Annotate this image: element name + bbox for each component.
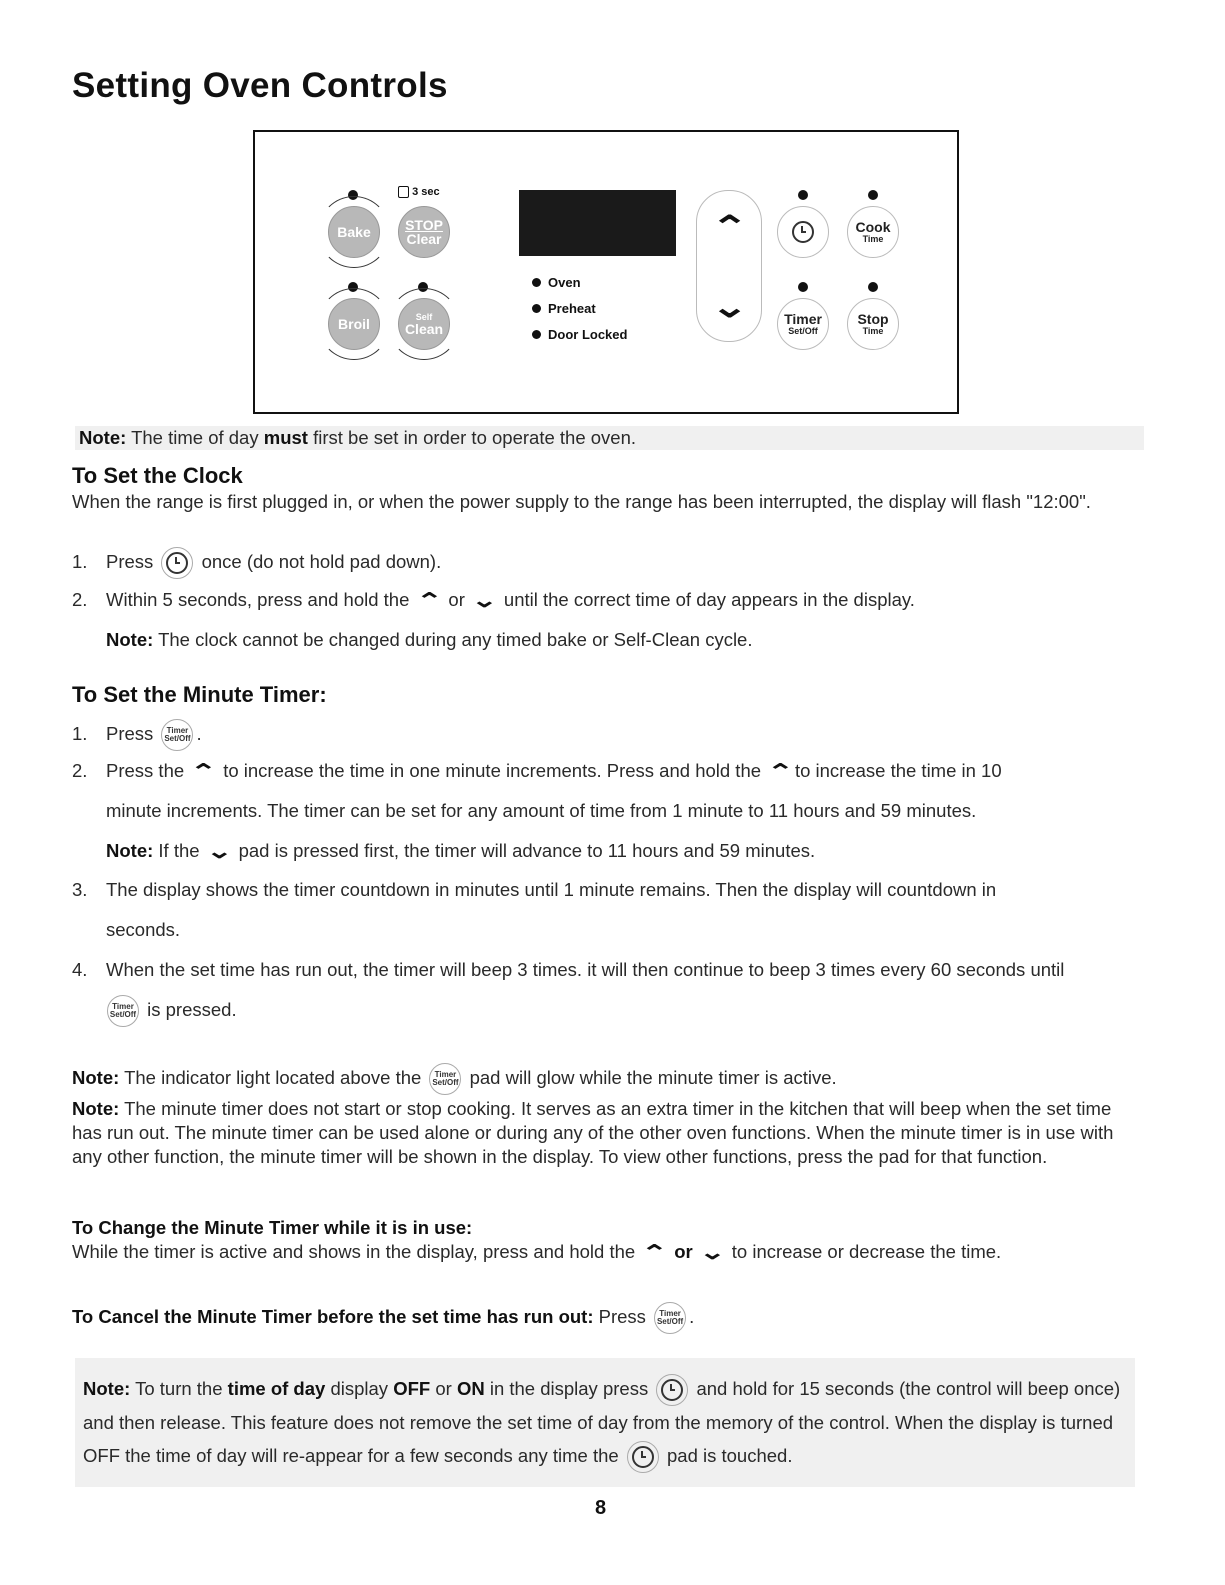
timer-step-3-cont: seconds. (106, 919, 181, 940)
timer-indicator-dot (798, 282, 808, 292)
control-panel-diagram (253, 130, 959, 414)
stop-time-indicator-dot (868, 282, 878, 292)
clock-icon (792, 221, 814, 243)
note-time-of-day (75, 426, 1144, 450)
timer-set-off-pad[interactable] (777, 298, 829, 350)
step-text: to increase or decrease the time. (731, 1241, 1002, 1262)
oven-indicator: Oven (532, 275, 581, 290)
timer-icon-top: Timer (166, 726, 189, 735)
note-text: The clock cannot be changed during any timed bake or Self-Clean cycle. (158, 629, 753, 650)
lock-time-text: 3 sec (412, 186, 440, 198)
broil-pad-label: Broil (338, 316, 370, 332)
note-text: pad will glow while the minute timer is active. (469, 1066, 837, 1088)
timer-step-2-note (106, 839, 815, 864)
step-text: or (674, 1241, 693, 1262)
timer-icon-bottom: Set/Off (109, 1010, 137, 1019)
note-text: The time of day (131, 427, 259, 448)
stop-clear-top: STOP (405, 217, 443, 233)
timer-step-4 (72, 958, 1064, 982)
step-number: 1. (72, 550, 88, 572)
down-arrow-icon: ⌄ (470, 590, 498, 613)
change-timer-heading: To Change the Minute Timer while it is in use: (72, 1217, 473, 1238)
step-text: is pressed. (147, 998, 237, 1020)
lock-icon (398, 186, 409, 198)
timer-icon-top: Timer (112, 1002, 134, 1011)
step-text: The display shows the timer countdown in minutes until 1 minute remains. Then the display will countdown in (106, 879, 997, 900)
cook-time-pad[interactable] (847, 206, 899, 258)
up-arrow-icon: ⌃ (767, 761, 794, 784)
lock-3sec-label (398, 186, 440, 198)
timer-icon-bottom: Set/Off (164, 734, 191, 743)
step-text: or (448, 589, 465, 610)
step-text: When the set time has run out, the timer will beep 3 times. it will then continue to beep 3 times every 60 seconds until (106, 959, 1065, 980)
stop-time-pad[interactable] (847, 298, 899, 350)
step-text: Within 5 seconds, press and hold the (106, 589, 410, 610)
note-label: Note: (72, 1098, 120, 1119)
stop-time-top: Stop (857, 311, 889, 327)
step-number: 1. (72, 722, 88, 744)
step-number: 3. (72, 879, 88, 900)
note-label: Note: (106, 629, 154, 650)
note-text: first be set in order to operate the oven. (313, 427, 637, 448)
timer-step-2-cont: minute increments. The timer can be set for any amount of time from 1 minute to 11 hours and 59 minutes. (106, 800, 977, 821)
clock-heading: To Set the Clock (72, 463, 243, 488)
note-text: To turn the (135, 1378, 223, 1399)
step-text: Press (106, 550, 154, 572)
door-locked-indicator: Door Locked (532, 327, 627, 342)
step-text: Press (598, 1305, 646, 1327)
cook-time-bottom: Time (862, 234, 884, 244)
clock-step-1 (72, 547, 441, 579)
stop-time-bottom: Time (862, 326, 884, 336)
clock-indicator-dot (798, 190, 808, 200)
step-text: Press the (106, 760, 185, 781)
note-text: or (435, 1378, 452, 1399)
preheat-indicator: Preheat (532, 301, 596, 316)
timer-pad-icon (654, 1302, 686, 1334)
clock-pad-icon (656, 1374, 688, 1406)
clock-step-2 (72, 588, 915, 613)
note-text: pad is touched. (667, 1445, 793, 1467)
note-text: OFF (393, 1378, 431, 1399)
up-arrow-icon: ⌃ (190, 761, 218, 784)
step-text: While the timer is active and shows in the display, press and hold the (72, 1241, 636, 1262)
clock-pad-icon (161, 547, 193, 579)
up-arrow-icon: ⌃ (641, 1242, 669, 1265)
timer-top: Timer (784, 311, 822, 327)
timer-pad-icon (429, 1063, 461, 1095)
step-number: 4. (72, 959, 88, 980)
note-must: must (263, 427, 308, 448)
timer-pad-icon (107, 995, 139, 1027)
note-text: pad is pressed first, the timer will advance to 11 hours and 59 minutes. (238, 840, 816, 861)
note-time-of-day-display (75, 1358, 1135, 1487)
self-clean-pad[interactable] (398, 298, 450, 350)
clock-pad[interactable] (777, 206, 829, 258)
stop-clear-bottom: Clear (406, 231, 442, 247)
step-text: to increase the time in one minute increments. Press and hold the (223, 760, 762, 781)
note-label: Note: (83, 1378, 131, 1399)
timer-icon-top: Timer (434, 1070, 457, 1079)
step-text: once (do not hold pad down). (201, 550, 442, 572)
step-number: 2. (72, 760, 88, 781)
note-text: If the (158, 840, 200, 861)
timer-icon-bottom: Set/Off (432, 1078, 459, 1087)
up-arrow-icon: ⌃ (415, 590, 443, 613)
note-label: Note: (79, 427, 127, 448)
note-label: Note: (106, 840, 154, 861)
clock-note (106, 628, 753, 652)
change-timer-text (72, 1240, 1001, 1265)
down-arrow-button[interactable]: ⌄ (710, 291, 749, 324)
up-arrow-button[interactable]: ⌃ (710, 211, 749, 244)
self-clean-top: Self (415, 312, 433, 322)
timer-heading: To Set the Minute Timer: (72, 682, 327, 707)
clock-intro: When the range is first plugged in, or when the power supply to the range has been interrupted, the display will flash "12:00". (72, 491, 1091, 512)
timer-step-1: 1. Press Timer Set/Off . (72, 719, 202, 751)
note-text: and hold for 15 seconds (the control will beep once) and then release. This feature does not remove the set time of day from the memory of the control. When the display is turned OFF the time of day will re-appear for a few seconds any time the (83, 1378, 1121, 1467)
note-minute-timer (72, 1097, 1132, 1169)
note-text: The indicator light located above the (124, 1066, 422, 1088)
step-text: Press (106, 722, 154, 744)
down-arrow-icon: ⌄ (698, 1242, 726, 1265)
cook-time-indicator-dot (868, 190, 878, 200)
timer-step-3 (72, 878, 996, 902)
note-text: in the display press (489, 1378, 649, 1399)
bake-pad[interactable] (328, 206, 380, 258)
cancel-heading: To Cancel the Minute Timer before the set time has run out: (72, 1305, 594, 1327)
page-title: Setting Oven Controls (72, 66, 448, 105)
down-arrow-icon: ⌄ (205, 841, 233, 864)
note-text: ON (456, 1378, 485, 1399)
step-text: to increase the time in 10 (794, 760, 1002, 781)
note-text: time of day (227, 1378, 326, 1399)
clock-pad-icon (627, 1441, 659, 1473)
note-text: The minute timer does not start or stop cooking. It serves as an extra timer in the kitchen that will beep when the set time has run out. The minute timer can be used alone or during any of the other oven functions. When the minute timer is in use with any other function, the minute timer will be shown in the display. To view other functions, press the pad for that function. (72, 1098, 1114, 1167)
cancel-timer: To Cancel the Minute Timer before the set time has run out: Press Timer Set/Off . (72, 1302, 694, 1334)
step-text: until the correct time of day appears in the display. (503, 589, 915, 610)
stop-clear-pad[interactable] (398, 206, 450, 258)
cook-time-top: Cook (855, 219, 891, 235)
note-indicator-light (72, 1063, 837, 1095)
note-text: display (330, 1378, 389, 1399)
timer-bottom: Set/Off (788, 326, 818, 336)
bake-pad-label: Bake (337, 224, 371, 240)
oven-display (519, 190, 676, 256)
page-number: 8 (595, 1497, 607, 1519)
timer-step-2 (72, 759, 1002, 784)
step-number: 2. (72, 589, 88, 610)
timer-icon-bottom: Set/Off (656, 1317, 684, 1326)
note-label: Note: (72, 1066, 120, 1088)
timer-icon-top: Timer (659, 1309, 681, 1318)
broil-pad[interactable] (328, 298, 380, 350)
timer-step-4-cont (104, 995, 237, 1027)
self-clean-bottom: Clean (404, 321, 444, 337)
timer-pad-icon (161, 719, 193, 751)
